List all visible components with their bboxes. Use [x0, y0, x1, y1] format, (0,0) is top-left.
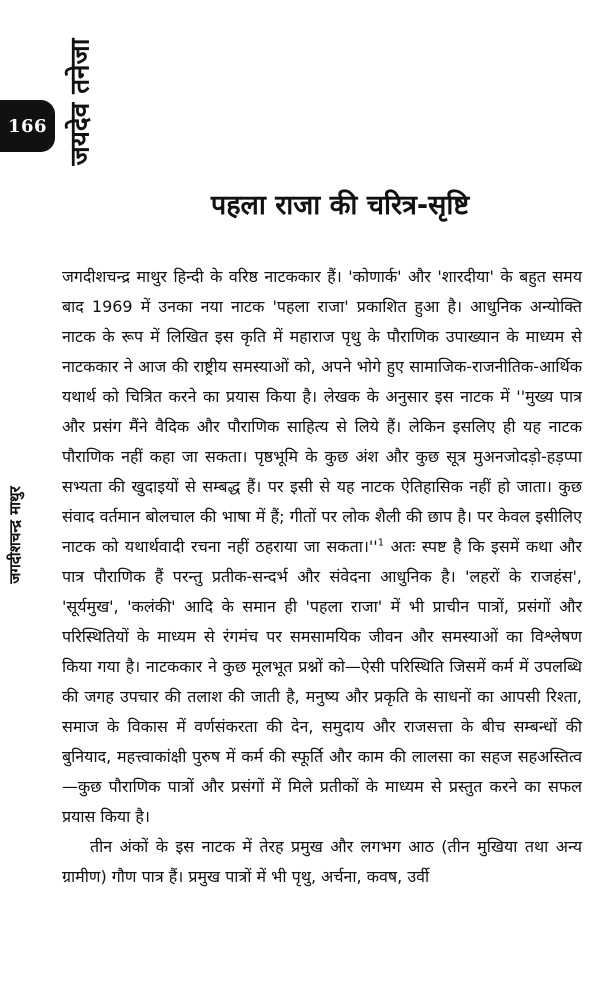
chapter-title: पहला राजा की चरित्र-सृष्टि: [210, 190, 470, 222]
author-name-vertical: [63, 22, 93, 182]
paragraph-1-text-a: जगदीशचन्द्र माथुर हिन्दी के वरिष्ठ नाटककार हैं। 'कोणार्क' और 'शारदीया' के बहुत समय बाद 1969 में उनका नया नाटक 'पहला राजा' प्रकाशित हुआ है। आधुनिक अन्योक्ति नाटक के रूप में लिखित इस कृति में महाराज पृथु के पौराणिक उपाख्यान के माध्यम से नाटककार ने आज की राष्ट्रीय समस्याओं को, अपने भोगे हुए सामाजिक-राजनीतिक-आर्थिक यथार्थ को चित्रित करने का प्रयास किया है। लेखक के अनुसार इस नाटक में ''मुख्य पात्र और प्रसंग मैंने वैदिक और पौराणिक साहित्य से लिये हैं। लेकिन इसलिए ही यह नाटक पौराणिक नहीं कहा जा सकता। पृष्ठभूमि के कुछ अंश और कुछ सूत्र मुअनजोदड़ो-हड़प्पा सभ्यता की खुदाइयों से सम्बद्ध हैं। पर इसी से यह नाटक ऐतिहासिक नहीं हो जाता। कुछ संवाद वर्तमान बोलचाल की भाषा में हैं; गीतों पर लोक शैली की छाप है। पर केवल इसीलिए नाटक को यथार्थवादी रचना नहीं ठहराया जा सकता।'': [62, 267, 582, 556]
running-head-vertical: [0, 470, 30, 600]
page-number-tab: [0, 100, 55, 152]
author-name-text: जयदेव तनेजा: [65, 38, 95, 166]
body-text: [62, 262, 582, 892]
running-head-text: जगदीशचन्द्र माथुर: [6, 486, 24, 584]
page-number: 166: [7, 115, 48, 137]
paragraph-1-text-b: अतः स्पष्ट है कि इसमें कथा और पात्र पौराणिक हैं परन्तु प्रतीक-सन्दर्भ और संवेदना आधुनिक है। 'लहरों के राजहंस', 'सूर्यमुख', 'कलंकी' आदि के समान ही 'पहला राजा' में भी प्राचीन पात्रों, प्रसंगों और परिस्थितियों के माध्यम से रंगमंच पर समसामयिक जीवन और समस्याओं का विश्लेषण किया गया है। नाटककार ने कुछ मूलभूत प्रश्नों को—ऐसी परिस्थिति जिसमें कर्म में उपलब्धि की जगह उपचार की तलाश की जाती है, मनुष्य और प्रकृति के साधनों का आपसी रिश्ता, समाज के विकास में वर्णसंकरता की देन, समुदाय और राजसत्ता के बीच सम्बन्धों की बुनियाद, महत्त्वाकांक्षी पुरुष में कर्म की स्फूर्ति और काम की लालसा का सहज सहअस्तित्व—कुछ पौराणिक पात्रों और प्रसंगों में मिले प्रतीकों के माध्यम से प्रस्तुत करने का सफल प्रयास किया है।: [62, 537, 582, 826]
paragraph-2: तीन अंकों के इस नाटक में तेरह प्रमुख और लगभग आठ (तीन मुखिया तथा अन्य ग्रामीण) गौण पात्र हैं। प्रमुख पात्रों में भी पृथु, अर्चना, कवष, उर्वी: [62, 837, 582, 886]
paragraph-1: [62, 262, 582, 832]
footnote-marker: 1: [377, 537, 385, 549]
